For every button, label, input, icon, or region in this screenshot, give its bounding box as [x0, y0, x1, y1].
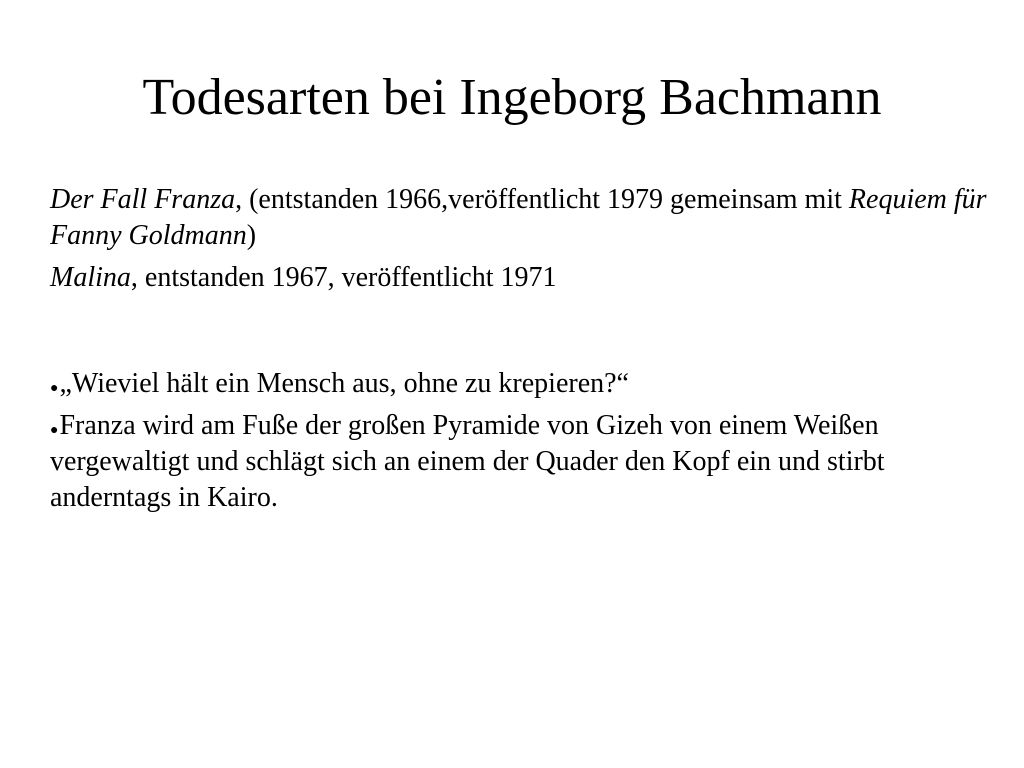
slide-title: Todesarten bei Ingeborg Bachmann	[142, 69, 882, 126]
bullet-text: Franza wird am Fuße der großen Pyramide von Gizeh von einem Weißen vergewaltigt und schlägt sich an einem der Quader den Kopf ein und stirbt anderntags in Kairo.	[50, 410, 885, 513]
bullet-quote	[50, 366, 990, 402]
work-title: Malina	[50, 262, 131, 293]
work-details-end: )	[246, 220, 257, 251]
slide-body	[50, 182, 990, 516]
work-title: Der Fall Franza	[50, 184, 236, 215]
bullet-text: „Wieviel hält ein Mensch aus, ohne zu krepieren?“	[59, 368, 629, 399]
work-der-fall-franza	[50, 182, 990, 254]
work-details: , (entstanden 1966,veröffentlicht 1979 gemeinsam mit	[235, 184, 849, 215]
bullet-dot-icon: ●	[50, 423, 59, 438]
work-details: , entstanden 1967, veröffentlicht 1971	[130, 262, 557, 293]
work-malina	[50, 260, 990, 296]
bullet-plot-summary	[50, 408, 990, 516]
bullet-dot-icon: ●	[50, 381, 59, 396]
spacer	[50, 296, 990, 366]
related-work-title: Requiem für Fanny Goldmann	[50, 184, 987, 251]
